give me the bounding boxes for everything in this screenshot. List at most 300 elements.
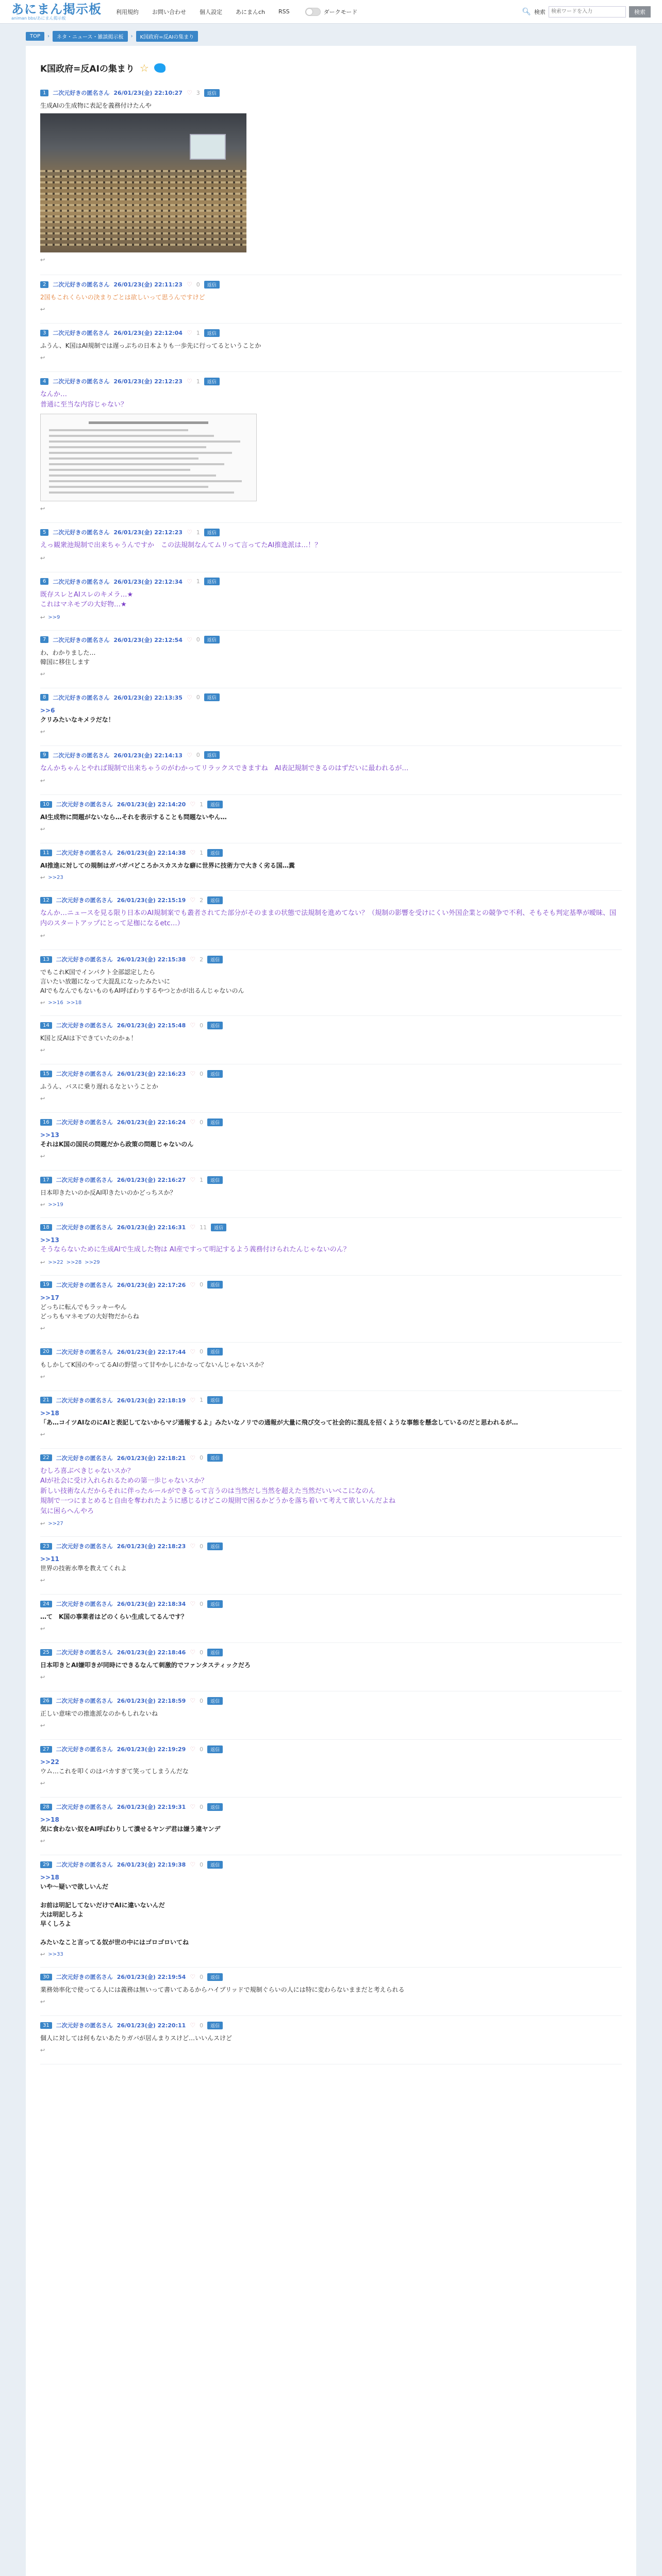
like-count: 1 (196, 578, 200, 585)
reply-button[interactable]: 返信 (204, 378, 220, 385)
nav-settings[interactable]: 個人設定 (200, 8, 222, 15)
post-text-line: 気に食わない奴をAI呼ばわりして潰せるヤンデ君は嫌う違ヤンデ (40, 1825, 221, 1833)
post-number[interactable]: 28 (40, 1804, 52, 1810)
reply-button[interactable]: 返信 (204, 529, 220, 536)
twitter-share-icon[interactable] (154, 63, 166, 73)
reply-anchor-link[interactable]: >>29 (85, 1259, 100, 1265)
poster-name: 二次元好きの匿名さん (56, 1281, 113, 1289)
reply-anchor-link[interactable]: >>22 (48, 1259, 63, 1265)
post-date: 26/01/23(金) 22:19:31 (117, 1804, 186, 1810)
heart-icon[interactable]: ♡ (190, 1973, 196, 1980)
heart-icon[interactable]: ♡ (186, 529, 192, 536)
reply-icon: ↩ (40, 1047, 45, 1054)
breadcrumb-top[interactable]: TOP (26, 32, 44, 41)
post-body (40, 1550, 622, 1573)
heart-icon[interactable]: ♡ (190, 1861, 196, 1868)
post-body (40, 1184, 622, 1197)
heart-icon[interactable]: ♡ (190, 801, 196, 808)
post-text-line: 気に困らへんやろ (40, 1507, 94, 1515)
reply-button[interactable]: 返信 (207, 1348, 223, 1355)
reply-button[interactable]: 返信 (207, 1396, 223, 1404)
reply-icon: ↩ (40, 777, 45, 784)
poster-name: 二次元好きの匿名さん (53, 330, 110, 336)
reply-button[interactable]: 返信 (207, 1281, 223, 1289)
post-number[interactable]: 5 (40, 529, 48, 536)
post-body (40, 337, 622, 350)
post-date: 26/01/23(金) 22:15:19 (117, 897, 186, 904)
post-header (40, 1391, 622, 1404)
reply-links (40, 1573, 622, 1584)
post-text-line: 大は明記しろよ (40, 1911, 84, 1918)
reply-anchor-link[interactable]: >>19 (48, 1202, 63, 1208)
post-body (40, 1356, 622, 1369)
reply-button[interactable]: 返信 (207, 1022, 223, 1029)
post-date: 26/01/23(金) 22:14:38 (117, 850, 186, 856)
like-count: 3 (196, 89, 200, 96)
like-count: 1 (196, 529, 200, 536)
top-nav (116, 8, 357, 16)
reply-anchor-link[interactable]: >>18 (66, 1000, 82, 1006)
document-line (49, 446, 206, 448)
reply-button[interactable]: 返信 (207, 801, 223, 808)
image-detail (40, 170, 246, 172)
heart-icon[interactable]: ♡ (190, 849, 196, 856)
reply-anchor-link[interactable]: >>27 (48, 1521, 63, 1527)
heart-icon[interactable]: ♡ (190, 1348, 196, 1355)
heart-icon[interactable]: ♡ (186, 329, 192, 336)
post-text-line: いや〜疑いで欲しいんだ (40, 1883, 109, 1890)
reply-button[interactable]: 返信 (207, 1543, 223, 1550)
heart-icon[interactable]: ♡ (190, 1454, 196, 1462)
document-line (49, 480, 242, 482)
nav-terms[interactable]: 利用規約 (116, 8, 139, 15)
post-text-line: ふうん、バスに乗り遅れるなということか (40, 1083, 158, 1090)
image-detail (40, 210, 246, 212)
heart-icon[interactable]: ♡ (190, 1649, 196, 1656)
thread-main (26, 46, 636, 2576)
post (40, 1740, 622, 1798)
post-number[interactable]: 8 (40, 694, 48, 701)
reply-anchor-link[interactable]: >>18 (40, 1409, 59, 1417)
post-date: 26/01/23(金) 22:18:34 (117, 1601, 186, 1607)
poster-name: 二次元好きの匿名さん (56, 1746, 113, 1753)
poster-name: 二次元好きの匿名さん (56, 1224, 113, 1231)
logo-text[interactable]: あにまん掲示板 (11, 2, 102, 16)
post-text-line: 新しい技術なんだからそれに伴ったルールができるって言うのは当然だし当然を超えた当然だいいべこになのん (40, 1487, 375, 1495)
poster-name: 二次元好きの匿名さん (56, 1454, 113, 1462)
post-body (40, 1981, 622, 1994)
like-count: 11 (200, 1224, 207, 1231)
reply-button[interactable]: 返信 (207, 1600, 223, 1608)
reply-icon: ↩ (40, 614, 45, 621)
like-count: 2 (200, 956, 204, 963)
post-body (40, 759, 622, 774)
reply-anchor-link[interactable]: >>11 (40, 1555, 59, 1563)
post-number[interactable]: 9 (40, 752, 48, 758)
post-number[interactable]: 30 (40, 1974, 52, 1980)
reply-button[interactable]: 返信 (207, 849, 223, 857)
post-header (40, 1113, 622, 1126)
reply-button[interactable]: 返信 (207, 896, 223, 904)
reply-anchor-link[interactable]: >>13 (40, 1131, 59, 1139)
reply-anchor-link[interactable]: >>22 (40, 1758, 59, 1766)
reply-links (40, 1091, 622, 1102)
reply-button[interactable]: 返信 (204, 281, 220, 289)
heart-icon[interactable]: ♡ (190, 1118, 196, 1126)
nav-contact[interactable]: お問い合わせ (152, 8, 186, 15)
post-text-line: 業務効率化で使ってる人には義務は無いって書いてあるからハイブリッドで規制ぐらいの人には特に変わらないままだと考えられる (40, 1986, 405, 1993)
like-count: 1 (200, 849, 204, 856)
reply-button[interactable]: 返信 (207, 1803, 223, 1811)
post (40, 523, 622, 572)
post-date: 26/01/23(金) 22:18:46 (117, 1649, 186, 1656)
post-number[interactable]: 18 (40, 1224, 52, 1231)
heart-icon[interactable]: ♡ (190, 1543, 196, 1550)
toggle-track[interactable] (305, 8, 321, 16)
reply-links (40, 1947, 622, 1958)
post (40, 372, 622, 523)
reply-links (40, 1516, 622, 1527)
reply-links (40, 1718, 622, 1729)
image-detail (40, 204, 246, 206)
reply-links (40, 928, 622, 939)
reply-links (40, 501, 622, 512)
like-count: 0 (196, 694, 200, 701)
post-date: 26/01/23(金) 22:15:38 (117, 956, 186, 963)
document-line (49, 452, 232, 454)
reply-button[interactable]: 返信 (207, 1697, 223, 1705)
reply-icon: ↩ (40, 1838, 45, 1844)
reply-links (40, 773, 622, 784)
reply-button[interactable]: 返信 (207, 1861, 223, 1869)
reply-anchor-link[interactable]: >>6 (40, 706, 55, 714)
post-header (40, 83, 622, 97)
post-header (40, 1740, 622, 1753)
post-text-line: 日本叩きたいのか反AI叩きたいのかどっちスか？ (40, 1189, 176, 1196)
nav-rss[interactable]: RSS (278, 8, 290, 15)
post-number[interactable]: 21 (40, 1397, 52, 1403)
reply-icon: ↩ (40, 1998, 45, 2005)
post-body (40, 536, 622, 551)
heart-icon[interactable]: ♡ (186, 578, 192, 585)
reply-icon: ↩ (40, 1431, 45, 1438)
post-text-line: それはK国の国民の問題だから政策の問題じゃないのん (40, 1141, 194, 1148)
post-number[interactable]: 25 (40, 1649, 52, 1656)
reply-button[interactable]: 返信 (207, 2022, 223, 2029)
poster-name: 二次元好きの匿名さん (56, 801, 113, 808)
search-button[interactable]: 検索 (629, 6, 651, 18)
post-text-line: これはマネモブの大好物…★ (40, 601, 127, 608)
like-count: 0 (200, 1022, 204, 1029)
reply-links (40, 252, 622, 263)
post-number[interactable]: 23 (40, 1543, 52, 1550)
post-text-line: もしかしてK国のやってるAIの野望って甘やかしにかなってないんじゃないスか？ (40, 1361, 267, 1368)
post-text-line: 世界の技術水準を教えてくれよ (40, 1565, 127, 1572)
reply-links (40, 551, 622, 562)
document-line (49, 440, 240, 443)
post-date: 26/01/23(金) 22:19:54 (117, 1974, 186, 1980)
post-number[interactable]: 22 (40, 1454, 52, 1461)
poster-name: 二次元好きの匿名さん (56, 1022, 113, 1029)
reply-anchor-link[interactable]: >>13 (40, 1236, 59, 1244)
reply-anchor-link[interactable]: >>18 (40, 1816, 59, 1823)
reply-button[interactable]: 返信 (204, 693, 220, 701)
poster-name: 二次元好きの匿名さん (53, 752, 110, 759)
post-text-line: 2国もこれくらいの決まりごとは欲しいって思うんですけど (40, 294, 205, 301)
logo-subtext: animan bbs/あにまん掲示板 (11, 15, 66, 21)
reply-links (40, 667, 622, 677)
reply-button[interactable]: 返信 (204, 329, 220, 337)
breadcrumb-board[interactable]: ネタ・ニュース・雑談掲示板 (53, 31, 128, 42)
post-text-line: AI推進に対しての規制はガバガバどころかスカスカな癖に世界に技術力で大きく劣る国…糞 (40, 862, 295, 869)
heart-icon[interactable]: ♡ (190, 1070, 196, 1077)
post-text-line: 韓国に移住します (40, 658, 90, 666)
post (40, 275, 622, 324)
reply-icon: ↩ (40, 1373, 45, 1380)
post-header (40, 324, 622, 337)
like-count: 0 (200, 1697, 204, 1704)
post-date: 26/01/23(金) 22:20:11 (117, 2022, 186, 2029)
document-line (49, 474, 216, 477)
heart-icon[interactable]: ♡ (186, 89, 192, 96)
post-number[interactable]: 31 (40, 2022, 52, 2029)
post-body (40, 1126, 622, 1149)
post-number[interactable]: 2 (40, 281, 48, 288)
reply-anchor-link[interactable]: >>17 (40, 1294, 59, 1301)
heart-icon[interactable]: ♡ (190, 896, 196, 904)
like-count: 0 (200, 1454, 204, 1461)
reply-icon: ↩ (40, 1625, 45, 1632)
heart-icon[interactable]: ♡ (190, 1224, 196, 1231)
post-number[interactable]: 15 (40, 1071, 52, 1077)
post-header (40, 1691, 622, 1705)
post-body (40, 963, 622, 995)
post-body (40, 1608, 622, 1621)
like-count: 0 (196, 281, 200, 288)
reply-links (40, 870, 622, 881)
reply-anchor-link[interactable]: >>16 (48, 1000, 63, 1006)
post-number[interactable]: 3 (40, 330, 48, 336)
post-number[interactable]: 24 (40, 1601, 52, 1607)
poster-name: 二次元好きの匿名さん (56, 1861, 113, 1868)
reply-button[interactable]: 返信 (207, 956, 223, 963)
reply-button[interactable]: 返信 (207, 1973, 223, 1981)
reply-links (40, 822, 622, 833)
image-detail (40, 181, 246, 183)
reply-button[interactable]: 返信 (204, 89, 220, 97)
post-number[interactable]: 14 (40, 1022, 52, 1029)
post-text-line: 個人に対しては何もないあたりガバが居んまりスけど…いいんスけど (40, 2035, 233, 2042)
post-header (40, 523, 622, 536)
reply-button[interactable]: 返信 (207, 1454, 223, 1462)
post-number[interactable]: 11 (40, 850, 52, 856)
post-list (40, 83, 622, 2064)
poster-name: 二次元好きの匿名さん (56, 1649, 113, 1656)
post-number[interactable]: 17 (40, 1177, 52, 1183)
reply-icon: ↩ (40, 933, 45, 939)
post-date: 26/01/23(金) 22:19:38 (117, 1861, 186, 1868)
like-count: 0 (200, 1861, 204, 1868)
post-body (40, 97, 622, 252)
heart-icon[interactable]: ♡ (190, 1396, 196, 1404)
post (40, 1798, 622, 1855)
post-date: 26/01/23(金) 22:12:54 (113, 636, 183, 643)
post-header (40, 1276, 622, 1289)
heart-icon[interactable]: ♡ (186, 378, 192, 385)
breadcrumb (0, 24, 662, 46)
post-number[interactable]: 26 (40, 1698, 52, 1704)
post (40, 1171, 622, 1218)
like-count: 0 (200, 1348, 204, 1355)
post-text-line: 正しい意味での推進派なのかもしれないね (40, 1710, 158, 1717)
reply-button[interactable]: 返信 (207, 1745, 223, 1753)
nav-animanch[interactable]: あにまんch (236, 8, 266, 15)
post-header (40, 950, 622, 963)
image-detail (190, 134, 226, 160)
like-count: 2 (200, 896, 204, 904)
image-detail (40, 227, 246, 229)
post-body (40, 1289, 622, 1321)
heart-icon[interactable]: ♡ (186, 693, 192, 701)
reply-button[interactable]: 返信 (207, 1649, 223, 1656)
reply-button[interactable]: 返信 (204, 636, 220, 643)
heart-icon[interactable]: ♡ (190, 1281, 196, 1289)
heart-icon[interactable]: ♡ (186, 636, 192, 643)
post-header (40, 843, 622, 857)
like-count: 1 (200, 1176, 204, 1183)
poster-name: 二次元好きの匿名さん (56, 1804, 113, 1810)
heart-icon[interactable]: ♡ (186, 751, 192, 759)
post-number[interactable]: 12 (40, 897, 52, 904)
post-header (40, 1064, 622, 1078)
post-number[interactable]: 13 (40, 956, 52, 963)
image-detail (40, 193, 246, 195)
heart-icon[interactable]: ♡ (190, 1745, 196, 1753)
post-number[interactable]: 27 (40, 1746, 52, 1753)
reply-links (40, 1670, 622, 1681)
document-line (49, 492, 234, 494)
post-number[interactable]: 1 (40, 90, 48, 96)
heart-icon[interactable]: ♡ (190, 1697, 196, 1704)
heart-icon[interactable]: ♡ (190, 1600, 196, 1607)
post-text-line: お前は明記してないだけでAIに違いないんだ (40, 1902, 165, 1909)
post-number[interactable]: 6 (40, 578, 48, 585)
like-count: 0 (200, 1543, 204, 1550)
dark-mode-toggle[interactable] (305, 8, 358, 16)
star-icon[interactable]: ☆ (139, 61, 149, 74)
post-body (40, 1029, 622, 1043)
reply-button[interactable]: 返信 (207, 1118, 223, 1126)
post-image[interactable] (40, 113, 246, 252)
heart-icon[interactable]: ♡ (186, 281, 192, 288)
post (40, 1968, 622, 2016)
reply-anchor-link[interactable]: >>9 (48, 614, 60, 620)
heart-icon[interactable]: ♡ (190, 1803, 196, 1810)
post-number[interactable]: 20 (40, 1348, 52, 1355)
breadcrumb-thread[interactable]: K国政府=反AIの集まり (136, 31, 198, 42)
post-date: 26/01/23(金) 22:18:23 (117, 1543, 186, 1550)
post (40, 2016, 622, 2064)
post-text-line: むしろ喜ぶべきじゃないスか？ (40, 1467, 135, 1475)
post-body (40, 1656, 622, 1670)
reply-button[interactable]: 返信 (207, 1070, 223, 1078)
like-count: 0 (200, 1973, 204, 1980)
reply-anchor-link[interactable]: >>23 (48, 875, 63, 880)
reply-button[interactable]: 返信 (207, 1176, 223, 1184)
poster-name: 二次元好きの匿名さん (56, 1397, 113, 1404)
post-number[interactable]: 16 (40, 1119, 52, 1126)
document-line (49, 429, 188, 431)
post-date: 26/01/23(金) 22:14:13 (113, 752, 183, 759)
poster-name: 二次元好きの匿名さん (53, 578, 110, 585)
like-count: 1 (200, 1397, 204, 1403)
post-body (40, 2029, 622, 2043)
like-count: 1 (196, 329, 200, 336)
heart-icon[interactable]: ♡ (190, 956, 196, 963)
like-count: 0 (196, 752, 200, 758)
post (40, 1016, 622, 1064)
search-input[interactable] (549, 6, 626, 18)
reply-links (40, 1197, 622, 1208)
post-number[interactable]: 7 (40, 636, 48, 643)
post-text-line: 「あ…コイツAIなのにAIと表記してないからマジ通報するよ」みたいなノリでの通報が大量に飛び交って社会的に混乱を招くような事態を懸念しているのだと思われるが… (40, 1418, 518, 1426)
reply-anchor-link[interactable]: >>28 (66, 1259, 82, 1265)
post-header (40, 1343, 622, 1356)
post-date: 26/01/23(金) 22:12:34 (113, 578, 183, 585)
breadcrumb-separator-icon: › (130, 33, 133, 39)
document-line (49, 486, 208, 488)
heart-icon[interactable]: ♡ (190, 2022, 196, 2029)
heart-icon[interactable]: ♡ (190, 1176, 196, 1183)
post-body (40, 1811, 622, 1834)
like-count: 0 (200, 1281, 204, 1288)
reply-button[interactable]: 返信 (211, 1224, 226, 1231)
post-number[interactable]: 10 (40, 801, 52, 808)
reply-icon: ↩ (40, 1674, 45, 1681)
like-count: 0 (200, 1745, 204, 1753)
like-count: 0 (200, 1649, 204, 1656)
site-header (0, 0, 662, 24)
post-text-line: 規制で一つにまとめると自由を奪われたように感じるけどこの規則で困るかどうかを落ち着いて考えて欲しいんだよね (40, 1497, 396, 1505)
reply-anchor-link[interactable]: >>33 (48, 1952, 63, 1957)
poster-name: 二次元好きの匿名さん (56, 1543, 113, 1550)
post-body (40, 1078, 622, 1091)
poster-name: 二次元好きの匿名さん (53, 281, 110, 288)
post-body (40, 1753, 622, 1776)
post-date: 26/01/23(金) 22:16:27 (117, 1177, 186, 1183)
reply-button[interactable]: 返信 (204, 578, 220, 585)
site-logo[interactable] (11, 3, 102, 21)
heart-icon[interactable]: ♡ (190, 1022, 196, 1029)
document-line (49, 435, 214, 437)
post-date: 26/01/23(金) 22:15:48 (117, 1022, 186, 1029)
post-number[interactable]: 19 (40, 1281, 52, 1288)
post (40, 843, 622, 891)
post (40, 746, 622, 795)
reply-button[interactable]: 返信 (204, 751, 220, 759)
like-count: 0 (196, 636, 200, 643)
image-detail (40, 176, 246, 178)
reply-anchor-link[interactable]: >>18 (40, 1874, 59, 1881)
post-number[interactable]: 4 (40, 378, 48, 385)
post-header (40, 1855, 622, 1869)
reply-links (40, 2043, 622, 2054)
image-detail (40, 221, 246, 223)
document-image[interactable] (40, 414, 257, 501)
post-number[interactable]: 29 (40, 1861, 52, 1868)
reply-icon: ↩ (40, 826, 45, 833)
post-date: 26/01/23(金) 22:16:31 (117, 1224, 186, 1231)
